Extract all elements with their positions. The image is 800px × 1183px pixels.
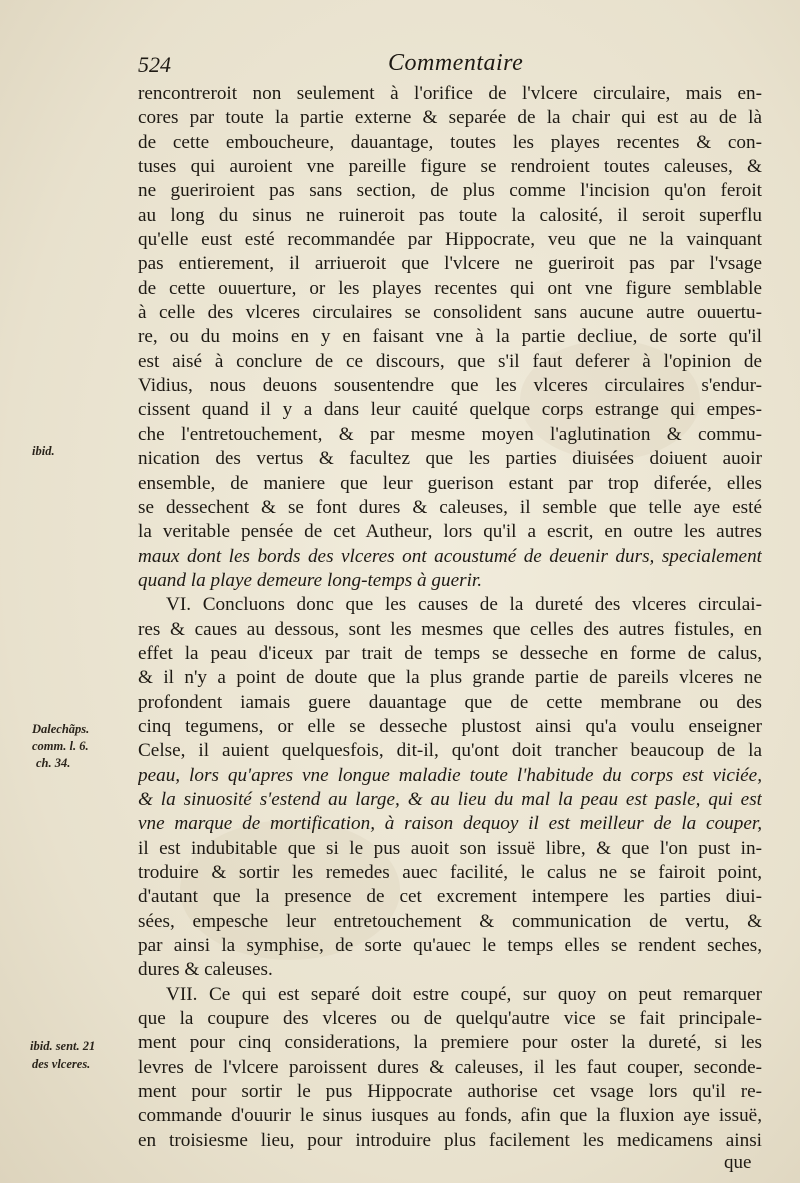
text-line: d'autant que la presence de cet excrement intempere les parties diui- <box>138 886 762 908</box>
text-line: que la coupure des vlceres ou de quelqu'autre vice se fait principale- <box>138 1008 762 1030</box>
text-line: che l'entretouchement, & par mesme moyen l'aglutination & commu- <box>138 423 762 445</box>
margin-note-des-vlceres: des vlceres. <box>32 1057 91 1071</box>
page-number: 524 <box>138 52 171 77</box>
text-line: Celse, il auient quelquesfois, dit-il, qu'ont doit trancher beaucoup de la <box>138 740 762 762</box>
text-line-quote: vne marque de mortification, à raison dequoy il est meilleur de la couper, <box>138 813 762 835</box>
text-line: se dessechent & se font dures & caleuses, il semble que telle aye esté <box>138 496 762 518</box>
text-line: rencontreroit non seulement à l'orifice de l'vlcere circulaire, mais en- <box>138 83 762 104</box>
margin-note-dalechamps: Dalechãps. <box>32 722 90 736</box>
text-line: à celle des vlceres circulaires se consolident sans aucune autre ouuertu- <box>138 302 762 324</box>
text-line: cinq tegumens, or elle se desseche plustost ainsi qu'a voulu enseigner <box>138 715 762 737</box>
text-line: ne gueriroient pas sans section, de plus comme l'incision qu'on feroit <box>138 180 762 202</box>
text-line: de cette emboucheure, dauantage, toutes les playes recentes & con- <box>138 131 762 153</box>
text-line: & il n'y a point de doute que la plus grande partie de pareils vlceres ne <box>138 667 762 689</box>
text-line: ment pour cinq considerations, la premiere pour oster la dureté, si les <box>138 1032 762 1054</box>
text-line-quote: quand la playe demeure long-temps à guerir. <box>138 569 483 591</box>
text-line: en troisiesme lieu, pour introduire plus facilement les medicamens ainsi <box>138 1129 762 1151</box>
text-line-quote: & la sinuosité s'estend au large, & au lieu du mal la peau est pasle, qui est <box>138 788 762 810</box>
text-line: cores par toute la partie externe & separée de la chair qui est au de là <box>138 107 762 129</box>
text-line-quote: maux dont les bords des vlceres ont acoustumé de deuenir durs, specialement <box>138 545 762 567</box>
margin-note-dalechamps-chapter: ch. 34. <box>36 756 71 770</box>
text-line: profondent iamais guere dauantage que de cette membrane ou des <box>138 691 762 713</box>
section-vi-start: VI. Concluons donc que les causes de la dureté des vlceres circulai- <box>166 594 762 616</box>
catchword: que <box>724 1152 752 1173</box>
text-line: dures & caleuses. <box>138 959 273 981</box>
text-line: Vidius, nous deuons sousentendre que les vlceres circulaires s'endur- <box>138 375 762 397</box>
text-line: qu'elle eust esté recommandée par Hippocrate, veu que ne la vainquant <box>138 229 762 251</box>
text-line: res & caues au dessous, sont les mesmes que celles des autres fistules, en <box>138 618 762 640</box>
text-line: de cette ouuerture, or les playes recentes qui ont vne figure semblable <box>138 277 762 299</box>
section-vii-start: VII. Ce qui est separé doit estre coupé, sur quoy on peut remarquer <box>166 983 762 1005</box>
margin-note-ibid-sent: ibid. sent. 21 <box>30 1039 96 1053</box>
text-body <box>138 82 762 1153</box>
text-line: par ainsi la symphise, de sorte qu'auec le temps elles se rendent seches, <box>138 935 762 957</box>
text-line: pas entierement, il arriueroit que l'vlcere ne gueriroit pas par l'vsage <box>138 253 762 275</box>
text-line: est aisé à conclure de ce discours, que s'il faut deferer à l'opinion de <box>138 350 762 372</box>
text-line: re, ou du moins en y en faisant vne à la partie decliue, de sorte qu'il <box>138 326 762 348</box>
text-line-quote: peau, lors qu'apres vne longue maladie toute l'habitude du corps est viciée, <box>138 764 762 786</box>
text-line: levres de l'vlcere paroissent dures & caleuses, il les faut couper, seconde- <box>138 1056 762 1078</box>
text-line: au long du sinus ne ruineroit pas toute la calosité, il seroit superflu <box>138 204 762 226</box>
text-line: commande d'ouurir le sinus iusques au fonds, afin que la fluxion aye issuë, <box>138 1105 762 1127</box>
margin-note-dalechamps-ref: comm. l. 6. <box>32 739 89 753</box>
text-line: ment pour sortir le pus Hippocrate authorise cet vsage lors qu'il re- <box>138 1081 762 1103</box>
page-header <box>138 48 758 82</box>
text-line: il est indubitable que si le pus auoit son issuë libre, & que l'on pust in- <box>138 837 762 859</box>
text-line: ensemble, de maniere que leur guerison estant par trop diferée, elles <box>138 472 762 494</box>
text-line: cissent quand il y a dans leur cauité quelque corps estrange qui empes- <box>138 399 762 421</box>
text-line: nication des vertus & facultez que les parties diuisées doiuent auoir <box>138 448 762 470</box>
text-line: effet la peau d'iceux par trait de temps se desseche en forme de calus, <box>138 642 762 664</box>
running-head: Commentaire <box>388 50 524 76</box>
text-line: troduire & sortir les remedes auec facilité, le calus ne se fairoit point, <box>138 862 762 883</box>
margin-note-ibid: ibid. <box>32 444 55 458</box>
text-line: sées, empesche leur entretouchement & communication de vertu, & <box>138 910 762 932</box>
text-line: la veritable pensée de cet Autheur, lors qu'il a escrit, en outre les autres <box>138 521 762 543</box>
text-line: tuses qui auroient vne pareille figure se rendroient toutes caleuses, & <box>138 156 762 178</box>
